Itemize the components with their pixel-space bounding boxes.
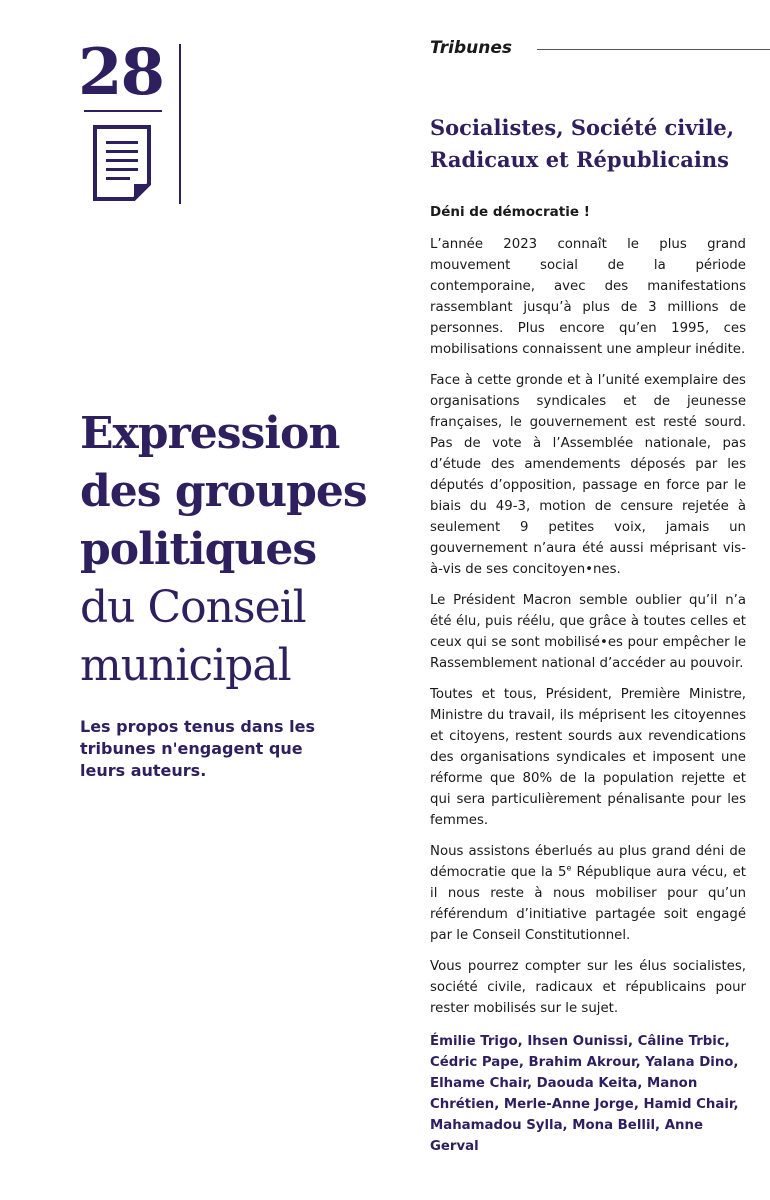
title-line: des groupes [80,466,367,517]
header-vertical-rule [179,44,181,204]
article-paragraph: Face à cette gronde et à l’unité exemplaire des organisations syndicales et de jeunesse françaises, le gouvernement est resté sourd. Pas de vote à l’Assemblée nationale, pas d’étude des amendements déposés par les députés d’opposition, passage en force par le biais du 49-3, motion de censure rejetée à seulement 9 petites voix, jamais un gouvernement n’aura été aussi méprisant vis-à-vis de ses concitoyen•nes. [430,373,746,577]
article-paragraph: Toutes et tous, Président, Première Ministre, Ministre du travail, ils méprisent les citoyennes et citoyens, restent sourds aux revendications des organisations syndicales et imposent une réforme que 80% de la population rejette et qui sera particulièrement pénalisante pour les femmes. [430,687,746,828]
document-icon [92,124,152,202]
paragraph-text: République aura vécu, et il nous reste à nous mobiliser pour qu’un référendum d’initiative partagée soit engagé par le Conseil Constitutionnel. [430,865,746,943]
article-paragraph [430,841,746,946]
article-paragraph: Le Président Macron semble oublier qu’il n’a été élu, puis réélu, que grâce à toutes celles et ceux qui se sont mobilisé•es pour empêcher le Rassemblement national d’accéder au pouvoir. [430,593,746,671]
title-line: du Conseil [80,582,306,633]
title-line: Expression [80,408,340,459]
page-number: 28 [78,35,164,110]
title-line: politiques [80,524,317,575]
group-title-line: Socialistes, Société civile, [430,115,735,140]
ordinal-superscript: e [566,863,572,873]
group-title [430,112,760,176]
group-title-line: Radicaux et Républicains [430,147,729,172]
article-headline: Déni de démocratie ! [430,204,590,220]
paragraph-text: Nous assistons éberlués au plus grand déni de démocratie que la 5 [430,844,746,880]
section-rule [537,49,770,50]
article-paragraph: L’année 2023 connaît le plus grand mouvement social de la période contemporaine, avec des manifestations rassemblant jusqu’à plus de 3 millions de personnes. Plus encore qu’en 1995, ces mobilisations connaissent une ampleur inédite. [430,237,746,357]
signatures: Émilie Trigo, Ihsen Ounissi, Câline Trbic, Cédric Pape, Brahim Akrour, Yalana Dino, Elhame Chair, Daouda Keita, Manon Chrétien, Merle-Anne Jorge, Hamid Chair, Mahamadou Sylla, Mona Bellil, Anne Gerval [430,1034,739,1154]
title-line: municipal [80,640,291,691]
article-paragraph: Vous pourrez compter sur les élus socialistes, société civile, radicaux et républicains pour rester mobilisés sur le sujet. [430,959,746,1016]
page-number-underline [84,110,162,112]
page-title [80,405,400,695]
disclaimer: Les propos tenus dans les tribunes n'engagent que leurs auteurs. [80,717,315,780]
tribune-article [430,202,746,1157]
section-label: Tribunes [430,38,512,58]
